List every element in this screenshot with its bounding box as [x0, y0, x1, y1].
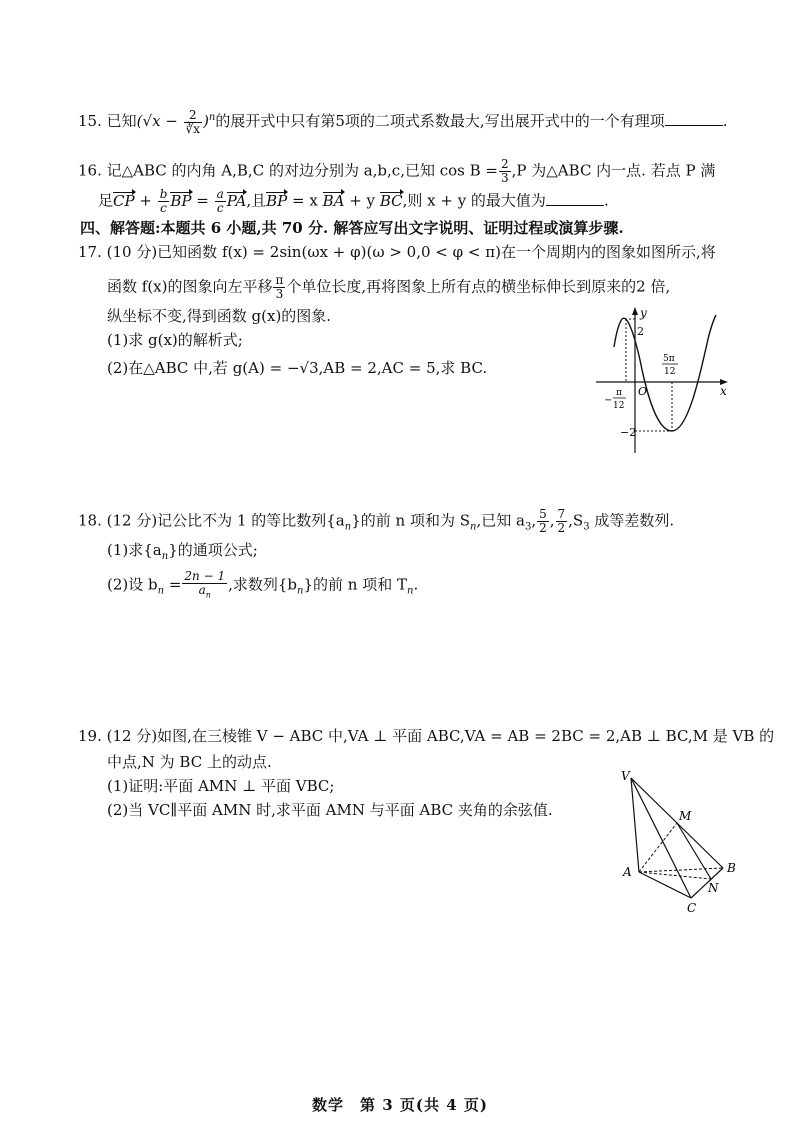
fraction: $\frac{2}{3}$ [501, 157, 509, 185]
question-18-part-1: (1)求$\{a_n\}$的通项公式; [107, 541, 258, 562]
question-19-part-1: (1)证明:平面 AMN ⊥ 平面 VBC; [107, 777, 335, 795]
y-min-label: −2 [620, 426, 637, 439]
page-footer: 数学 第 3 页(共 4 页) [312, 1096, 488, 1114]
vertex-V-label: V [621, 769, 630, 783]
vector: PA [226, 191, 247, 210]
x-axis-label: x [720, 384, 727, 398]
x-pos-den: 12 [664, 367, 676, 377]
x-pos-num: 5π [663, 354, 675, 364]
answer-blank [665, 111, 723, 126]
origin-label: O [638, 385, 648, 398]
question-17-part-1: (1)求 g(x)的解析式; [107, 331, 243, 349]
question-19-line-1: 19. (12 分)如图,在三棱锥 V − ABC 中,VA ⊥ 平面 ABC,VA = AB = 2BC = 2,AB ⊥ BC,M 是 VB 的 [78, 727, 775, 745]
vertex-B-label: B [727, 861, 736, 875]
vector: BP [266, 191, 288, 210]
x-neg-num: π [616, 388, 622, 398]
question-17-line-1: 17. (10 分)已知函数 f(x) = 2sin(ωx + φ)(ω > 0,0 < φ < π)在一个周期内的图象如图所示,将 [78, 243, 716, 261]
question-18-part-2: (2)设 $b_n$ = $\frac{2n - 1}{a_n}$ ,求数列$\{b_n\}$的前 n 项和 $T_n$. [107, 569, 419, 600]
vector: CP [113, 191, 135, 210]
sine-graph-figure [592, 305, 732, 455]
question-16-line-2: 足CP + $\frac{b}{c}$ BP = $\frac{a}{c}$ PA,且BP = x BA + y BC,则 x + y 的最大值为 . [98, 187, 609, 215]
question-17-part-2: (2)在△ABC 中,若 g(A) = −√3,AB = 2,AC = 5,求 BC. [107, 359, 488, 377]
fraction: $\frac{2}{∛x}$ [185, 107, 201, 136]
question-16-line-1: 16. 记△ABC 的内角 A,B,C 的对边分别为 a,b,c,已知 cos B = $\frac{2}{3}$ ,P 为△ABC 内一点. 若点 P 满 [78, 157, 716, 185]
y-axis-label: y [640, 306, 647, 320]
edge-AC [639, 872, 691, 898]
edge-AB [639, 868, 723, 872]
point-M-label: M [679, 809, 692, 823]
y-max-label: 2 [637, 325, 644, 338]
question-17-line-3: 纵坐标不变,得到函数 g(x)的图象. [107, 307, 332, 325]
vector: BC [379, 191, 403, 210]
question-number: 15. [78, 112, 102, 130]
edge-AM [639, 823, 677, 872]
answer-blank [546, 191, 604, 206]
y-axis-arrow [632, 307, 638, 315]
vector: BA [322, 191, 345, 210]
question-15: 15. 已知(√x − $\frac{2}{∛x}$ )$^n$的展开式中只有第5项的二项式系数最大,写出展开式中的一个有理项 . [78, 107, 728, 136]
section-heading: 四、解答题:本题共 6 小题,共 70 分. 解答应写出文字说明、证明过程或演算步骤. [80, 219, 624, 237]
vertex-C-label: C [687, 901, 697, 915]
question-18-line-1: 18. (12 分)记公比不为 1 的等比数列$\{a_n\}$的前 n 项和为 $S_n$,已知 $a_3$, $\frac{5}{2}$ , $\frac{7}{2}$ $,S_3$ 成等差数列. [78, 507, 675, 535]
question-19-line-2: 中点,N 为 BC 上的动点. [107, 753, 272, 771]
question-17-line-2: 函数 f(x)的图象向左平移 $\frac{\pi}{3}$ 个单位长度,再将图象上所有点的横坐标伸长到原来的2 倍, [107, 273, 671, 301]
x-neg-den: 12 [613, 401, 625, 411]
x-neg-sign: − [604, 395, 613, 406]
edge-VC [631, 778, 691, 898]
pyramid-figure [615, 768, 750, 918]
vector: BP [170, 191, 192, 210]
point-N-label: N [708, 881, 719, 895]
vertex-A-label: A [623, 865, 632, 879]
sine-curve-start [614, 319, 622, 347]
question-19-part-2: (2)当 VC∥平面 AMN 时,求平面 AMN 与平面 ABC 夹角的余弦值. [107, 801, 553, 819]
